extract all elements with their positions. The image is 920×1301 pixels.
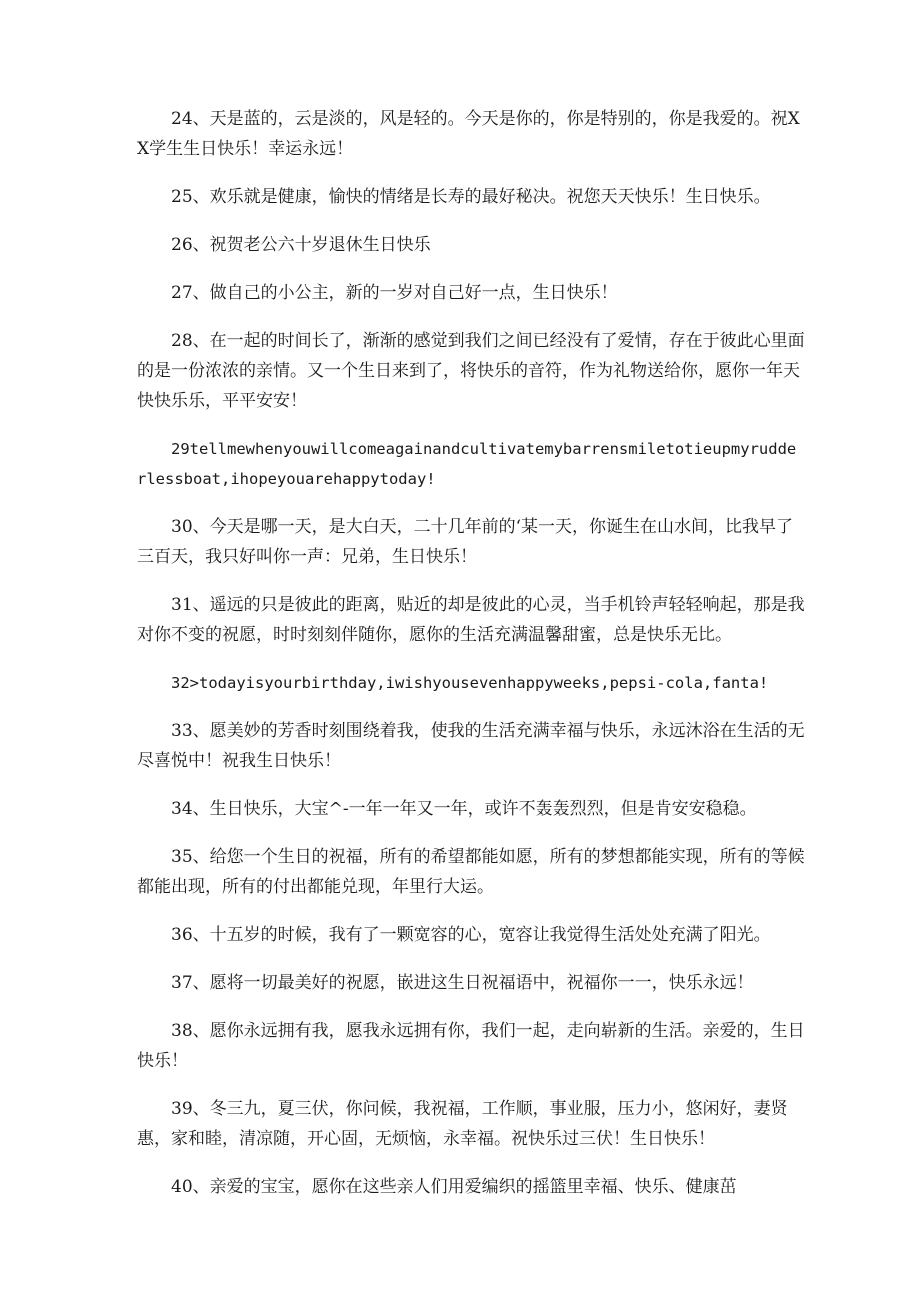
paragraph-39: 39、冬三九，夏三伏，你问候，我祝福，工作顺，事业服，压力小，悠闲好，妻贤惠，家和睦，清凉随，开心固，无烦恼，永幸福。祝快乐过三伏！生日快乐！ [137, 1099, 788, 1149]
document-body [137, 104, 805, 1220]
paragraph-29: 29tellmewhenyouwillcomeagainandcultivatemybarrensmiletotieupmyrudderlessboat,ihopeyouarehappytoday! [137, 440, 797, 488]
paragraph-25: 25、欢乐就是健康，愉快的情绪是长寿的最好秘决。祝您天天快乐！生日快乐。 [171, 187, 771, 207]
paragraph-38: 38、愿你永远拥有我，愿我永远拥有你，我们一起，走向崭新的生活。亲爱的，生日快乐！ [137, 1021, 805, 1071]
paragraph-35: 35、给您一个生日的祝福，所有的希望都能如愿，所有的梦想都能实现，所有的等候都能出现，所有的付出都能兑现，年里行大运。 [137, 847, 805, 897]
paragraph-37: 37、愿将一切最美好的祝愿，嵌进这生日祝福语中，祝福你一一，快乐永远！ [171, 973, 754, 993]
paragraph-40: 40、亲爱的宝宝，愿你在这些亲人们用爱编织的摇篮里幸福、快乐、健康茁 [171, 1177, 737, 1197]
paragraph-28: 28、在一起的时间长了，渐渐的感觉到我们之间已经没有了爱情，存在于彼此心里面的是一份浓浓的亲情。又一个生日来到了，将快乐的音符，作为礼物送给你，愿你一年天快快乐乐，平平安安！ [137, 331, 805, 411]
paragraph-36: 36、十五岁的时候，我有了一颗宽容的心，宽容让我觉得生活处处充满了阳光。 [171, 925, 771, 945]
paragraph-34: 34、生日快乐，大宝^-一年一年又一年，或许不轰轰烈烈，但是肯安安稳稳。 [171, 799, 757, 819]
paragraph-27: 27、做自己的小公主，新的一岁对自己好一点，生日快乐！ [171, 283, 618, 303]
paragraph-31: 31、遥远的只是彼此的距离，贴近的却是彼此的心灵，当手机铃声轻轻响起，那是我对你不变的祝愿，时时刻刻伴随你，愿你的生活充满温馨甜蜜，总是快乐无比。 [137, 595, 805, 645]
paragraph-32: 32>todayisyourbirthday,iwishyousevenhappyweeks,pepsi-cola,fanta! [171, 674, 769, 692]
paragraph-26: 26、祝贺老公六十岁退休生日快乐 [171, 235, 431, 255]
paragraph-30: 30、今天是哪一天，是大白天，二十几年前的‘某一天，你诞生在山水间，比我早了三百天，我只好叫你一声：兄弟，生日快乐！ [137, 517, 794, 567]
paragraph-33: 33、愿美妙的芳香时刻围绕着我，使我的生活充满幸福与快乐，永远沐浴在生活的无尽喜悦中！祝我生日快乐！ [137, 721, 805, 771]
paragraph-24: 24、天是蓝的，云是淡的，风是轻的。今天是你的，你是特别的，你是我爱的。祝XX学生生日快乐！幸运永远！ [137, 109, 800, 159]
